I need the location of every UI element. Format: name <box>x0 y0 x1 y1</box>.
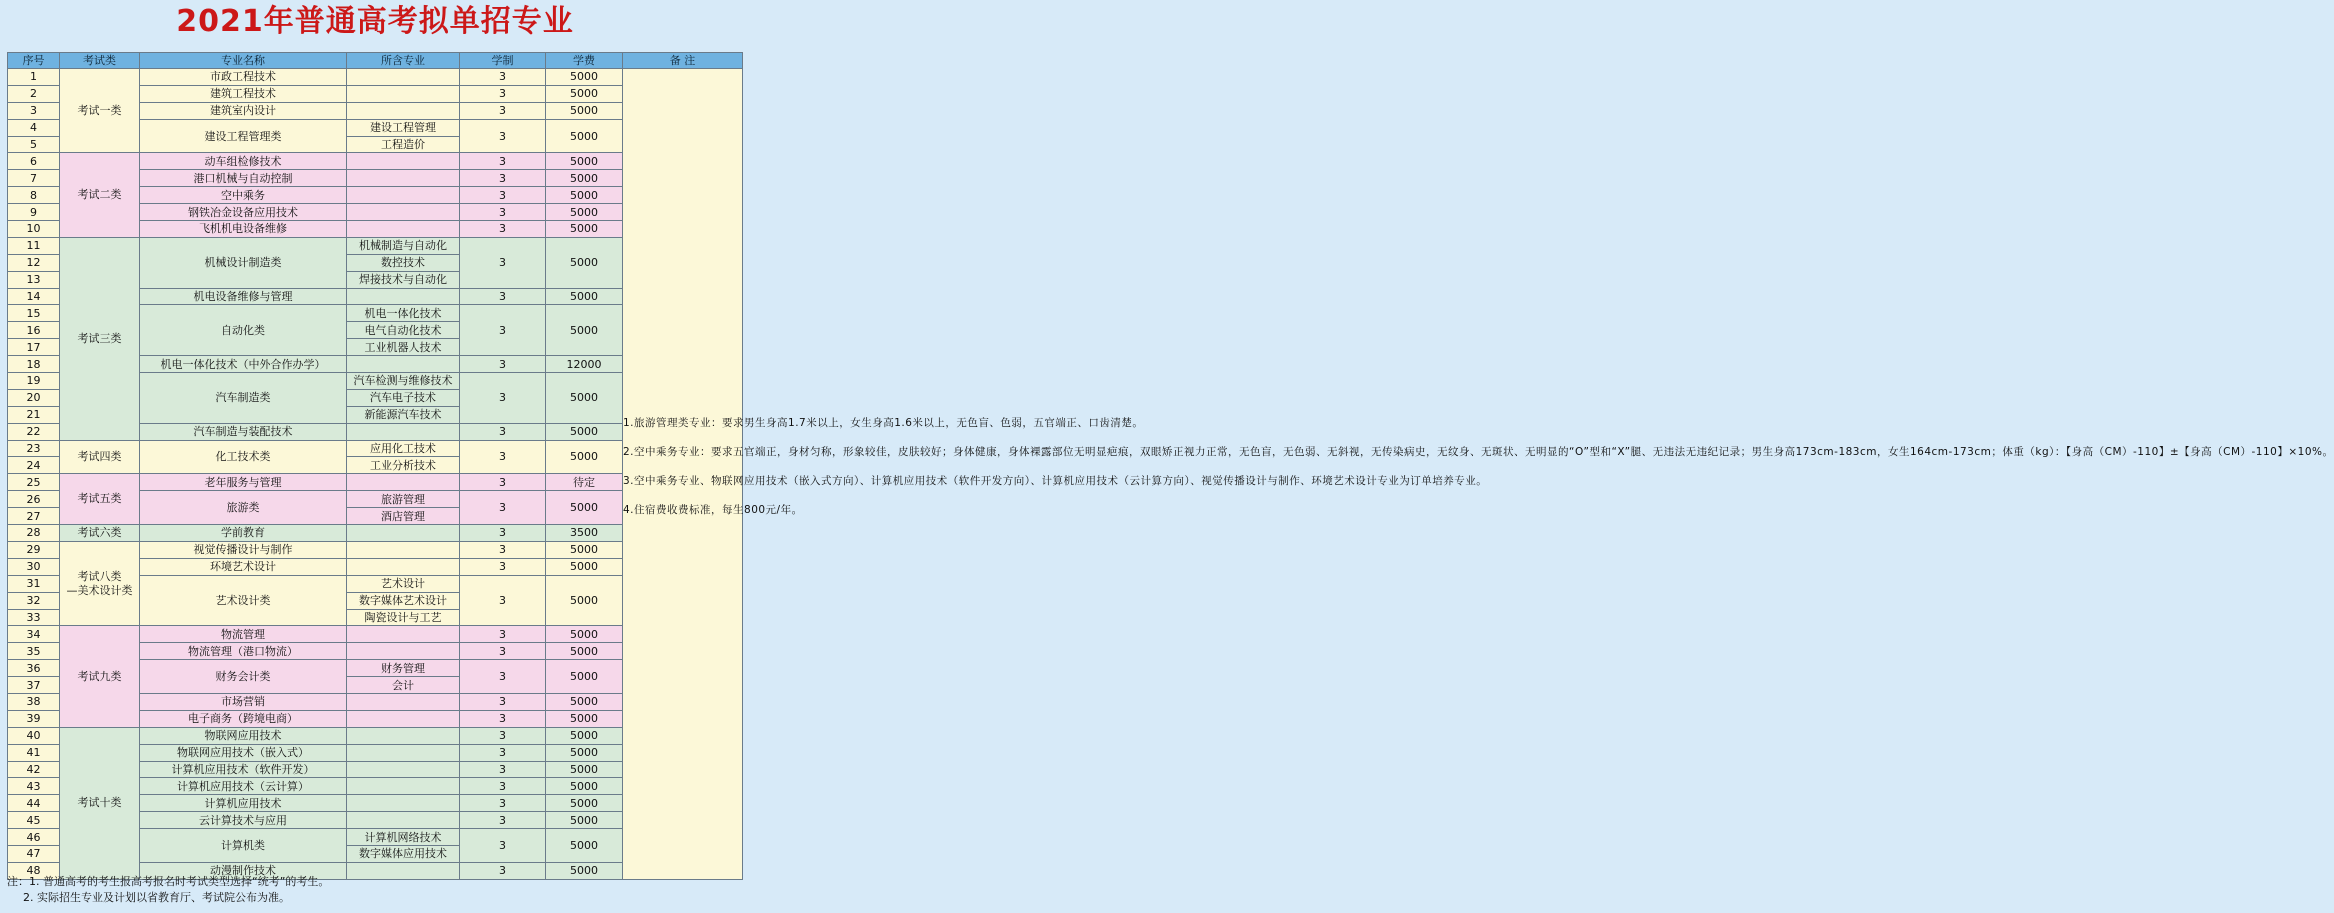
row-number: 31 <box>8 575 60 592</box>
fee-value: 5000 <box>546 204 623 221</box>
major-name: 计算机应用技术（云计算） <box>140 778 347 795</box>
row-number: 38 <box>8 693 60 710</box>
row-number: 3 <box>8 102 60 119</box>
years-value: 3 <box>460 829 546 863</box>
sub-major <box>347 204 460 221</box>
major-name: 物流管理 <box>140 626 347 643</box>
remarks-cell <box>623 69 2334 880</box>
sub-major <box>347 812 460 829</box>
fee-value: 5000 <box>546 778 623 795</box>
row-number: 45 <box>8 812 60 829</box>
years-value: 3 <box>460 812 546 829</box>
fee-value: 5000 <box>546 440 623 474</box>
exam-category <box>60 525 140 542</box>
fee-value: 待定 <box>546 474 623 491</box>
sub-major <box>347 558 460 575</box>
years-value: 3 <box>460 693 546 710</box>
sub-major <box>347 626 460 643</box>
years-value: 3 <box>460 119 546 153</box>
row-number: 18 <box>8 356 60 373</box>
fee-value: 5000 <box>546 85 623 102</box>
row-number: 42 <box>8 761 60 778</box>
row-number: 30 <box>8 558 60 575</box>
row-number: 14 <box>8 288 60 305</box>
years-value: 3 <box>460 761 546 778</box>
sub-major <box>347 153 460 170</box>
sub-major <box>347 727 460 744</box>
sub-major <box>347 474 460 491</box>
fee-value: 5000 <box>546 221 623 238</box>
fee-value: 5000 <box>546 710 623 727</box>
row-number: 36 <box>8 660 60 677</box>
remark-paragraph: 3.空中乘务专业、物联网应用技术（嵌入式方向）、计算机应用技术（软件开发方向）、计算机应用技术（云计算方向）、视觉传播设计与制作、环境艺术设计专业为订单培养专业。 <box>623 474 1488 487</box>
fee-value: 5000 <box>546 727 623 744</box>
footer-notes <box>7 874 742 906</box>
header-sub-majors: 所含专业 <box>347 53 460 69</box>
sub-major <box>347 187 460 204</box>
exam-category <box>60 474 140 525</box>
years-value: 3 <box>460 626 546 643</box>
years-value: 3 <box>460 221 546 238</box>
sub-major: 旅游管理 <box>347 491 460 508</box>
years-value: 3 <box>460 237 546 288</box>
fee-value: 5000 <box>546 829 623 863</box>
exam-category <box>60 727 140 879</box>
row-number: 33 <box>8 609 60 626</box>
header-major: 专业名称 <box>140 53 347 69</box>
row-number: 13 <box>8 271 60 288</box>
exam-category-label: 考试五类 <box>77 492 122 506</box>
row-number: 20 <box>8 389 60 406</box>
fee-value: 5000 <box>546 744 623 761</box>
fee-value: 3500 <box>546 525 623 542</box>
sub-major <box>347 525 460 542</box>
row-number: 48 <box>8 862 60 879</box>
major-name: 电子商务（跨境电商） <box>140 710 347 727</box>
years-value: 3 <box>460 660 546 694</box>
major-name: 环境艺术设计 <box>140 558 347 575</box>
admissions-table <box>7 52 2334 880</box>
sub-major: 应用化工技术 <box>347 440 460 457</box>
row-number: 8 <box>8 187 60 204</box>
fee-value: 5000 <box>546 812 623 829</box>
sub-major: 建设工程管理 <box>347 119 460 136</box>
header-no: 序号 <box>8 53 60 69</box>
fee-value: 5000 <box>546 626 623 643</box>
fee-value: 5000 <box>546 575 623 626</box>
major-name: 计算机类 <box>140 829 347 863</box>
major-name: 自动化类 <box>140 305 347 356</box>
row-number: 43 <box>8 778 60 795</box>
sub-major <box>347 170 460 187</box>
sub-major: 工程造价 <box>347 136 460 153</box>
years-value: 3 <box>460 643 546 660</box>
header-row <box>8 53 743 69</box>
exam-category-label: 考试十类 <box>77 796 122 810</box>
sub-major <box>347 69 460 86</box>
fee-value: 5000 <box>546 69 623 86</box>
fee-value: 12000 <box>546 356 623 373</box>
row-number: 44 <box>8 795 60 812</box>
sub-major <box>347 643 460 660</box>
major-name: 物联网应用技术 <box>140 727 347 744</box>
fee-value: 5000 <box>546 153 623 170</box>
header-notes: 备 注 <box>623 53 743 69</box>
years-value: 3 <box>460 187 546 204</box>
years-value: 3 <box>460 744 546 761</box>
row-number: 40 <box>8 727 60 744</box>
major-name: 市场营销 <box>140 693 347 710</box>
years-value: 3 <box>460 727 546 744</box>
years-value: 3 <box>460 170 546 187</box>
years-value: 3 <box>460 474 546 491</box>
row-number: 17 <box>8 339 60 356</box>
major-name: 视觉传播设计与制作 <box>140 541 347 558</box>
sub-major: 酒店管理 <box>347 508 460 525</box>
row-number: 21 <box>8 406 60 423</box>
sub-major: 艺术设计 <box>347 575 460 592</box>
major-name: 旅游类 <box>140 491 347 525</box>
sub-major <box>347 693 460 710</box>
row-number: 34 <box>8 626 60 643</box>
sub-major <box>347 221 460 238</box>
major-name: 机械设计制造类 <box>140 237 347 288</box>
sub-major: 汽车检测与维修技术 <box>347 373 460 390</box>
row-number: 41 <box>8 744 60 761</box>
years-value: 3 <box>460 85 546 102</box>
row-number: 26 <box>8 491 60 508</box>
fee-value: 5000 <box>546 119 623 153</box>
major-name: 空中乘务 <box>140 187 347 204</box>
years-value: 3 <box>460 356 546 373</box>
sub-major: 机电一体化技术 <box>347 305 460 322</box>
fee-value: 5000 <box>546 373 623 424</box>
major-name: 物流管理（港口物流） <box>140 643 347 660</box>
years-value: 3 <box>460 423 546 440</box>
sub-major: 工业机器人技术 <box>347 339 460 356</box>
sub-major: 数字媒体艺术设计 <box>347 592 460 609</box>
major-name: 财务会计类 <box>140 660 347 694</box>
remark-paragraph: 1.旅游管理类专业：要求男生身高1.7米以上，女生身高1.6米以上，无色盲、色弱，五官端正、口齿清楚。 <box>623 416 1144 429</box>
years-value: 3 <box>460 778 546 795</box>
fee-value: 5000 <box>546 862 623 879</box>
page-title: 2021年普通高考拟单招专业 <box>176 4 574 39</box>
row-number: 47 <box>8 845 60 862</box>
major-name: 汽车制造与装配技术 <box>140 423 347 440</box>
row-number: 32 <box>8 592 60 609</box>
major-name: 动漫制作技术 <box>140 862 347 879</box>
row-number: 46 <box>8 829 60 846</box>
sub-major <box>347 761 460 778</box>
exam-category <box>60 153 140 237</box>
row-number: 37 <box>8 677 60 694</box>
row-number: 6 <box>8 153 60 170</box>
row-number: 12 <box>8 254 60 271</box>
header-years: 学制 <box>460 53 546 69</box>
fee-value: 5000 <box>546 795 623 812</box>
years-value: 3 <box>460 491 546 525</box>
row-number: 23 <box>8 440 60 457</box>
fee-value: 5000 <box>546 761 623 778</box>
years-value: 3 <box>460 558 546 575</box>
major-name: 钢铁冶金设备应用技术 <box>140 204 347 221</box>
exam-category <box>60 626 140 727</box>
sub-major: 工业分析技术 <box>347 457 460 474</box>
fee-value: 5000 <box>546 305 623 356</box>
years-value: 3 <box>460 204 546 221</box>
fee-value: 5000 <box>546 237 623 288</box>
sub-major <box>347 778 460 795</box>
years-value: 3 <box>460 373 546 424</box>
major-name: 艺术设计类 <box>140 575 347 626</box>
fee-value: 5000 <box>546 558 623 575</box>
sub-major <box>347 795 460 812</box>
sub-major <box>347 85 460 102</box>
exam-category <box>60 237 140 440</box>
exam-category-label: 考试八类 —美术设计类 <box>66 569 133 597</box>
years-value: 3 <box>460 541 546 558</box>
years-value: 3 <box>460 69 546 86</box>
sub-major <box>347 356 460 373</box>
row-number: 27 <box>8 508 60 525</box>
major-name: 云计算技术与应用 <box>140 812 347 829</box>
sub-major <box>347 744 460 761</box>
fee-value: 5000 <box>546 187 623 204</box>
sub-major: 陶瓷设计与工艺 <box>347 609 460 626</box>
sub-major: 汽车电子技术 <box>347 389 460 406</box>
fee-value: 5000 <box>546 541 623 558</box>
table-row <box>8 69 743 86</box>
fee-value: 5000 <box>546 170 623 187</box>
sub-major <box>347 102 460 119</box>
row-number: 5 <box>8 136 60 153</box>
major-name: 飞机机电设备维修 <box>140 221 347 238</box>
exam-category-label: 考试四类 <box>77 449 122 463</box>
row-number: 28 <box>8 525 60 542</box>
years-value: 3 <box>460 710 546 727</box>
row-number: 10 <box>8 221 60 238</box>
sub-major <box>347 710 460 727</box>
header-fee: 学费 <box>546 53 623 69</box>
major-name: 老年服务与管理 <box>140 474 347 491</box>
row-number: 2 <box>8 85 60 102</box>
fee-value: 5000 <box>546 423 623 440</box>
major-name: 建设工程管理类 <box>140 119 347 153</box>
major-name: 市政工程技术 <box>140 69 347 86</box>
major-name: 计算机应用技术（软件开发） <box>140 761 347 778</box>
row-number: 4 <box>8 119 60 136</box>
row-number: 11 <box>8 237 60 254</box>
fee-value: 5000 <box>546 643 623 660</box>
years-value: 3 <box>460 102 546 119</box>
years-value: 3 <box>460 862 546 879</box>
major-name: 物联网应用技术（嵌入式） <box>140 744 347 761</box>
sub-major: 新能源汽车技术 <box>347 406 460 423</box>
footer-line-1: 注：1. 普通高考的考生报高考报名时考试类型选择“统考”的考生。 <box>7 875 330 888</box>
row-number: 35 <box>8 643 60 660</box>
row-number: 7 <box>8 170 60 187</box>
major-name: 汽车制造类 <box>140 373 347 424</box>
exam-category-label: 考试二类 <box>77 188 122 202</box>
row-number: 24 <box>8 457 60 474</box>
sub-major <box>347 423 460 440</box>
major-name: 机电一体化技术（中外合作办学） <box>140 356 347 373</box>
row-number: 9 <box>8 204 60 221</box>
years-value: 3 <box>460 575 546 626</box>
major-name: 学前教育 <box>140 525 347 542</box>
row-number: 19 <box>8 373 60 390</box>
remark-paragraph: 4.住宿费收费标准，每生800元/年。 <box>623 503 803 516</box>
sub-major: 数字媒体应用技术 <box>347 845 460 862</box>
exam-category-label: 考试三类 <box>77 331 122 345</box>
major-name: 机电设备维修与管理 <box>140 288 347 305</box>
fee-value: 5000 <box>546 491 623 525</box>
row-number: 1 <box>8 69 60 86</box>
major-name: 建筑室内设计 <box>140 102 347 119</box>
major-name: 港口机械与自动控制 <box>140 170 347 187</box>
years-value: 3 <box>460 305 546 356</box>
sub-major: 机械制造与自动化 <box>347 237 460 254</box>
exam-category <box>60 69 140 153</box>
exam-category-label: 考试一类 <box>77 103 122 117</box>
row-number: 29 <box>8 541 60 558</box>
row-number: 15 <box>8 305 60 322</box>
major-name: 化工技术类 <box>140 440 347 474</box>
major-name: 建筑工程技术 <box>140 85 347 102</box>
row-number: 39 <box>8 710 60 727</box>
sub-major: 电气自动化技术 <box>347 322 460 339</box>
fee-value: 5000 <box>546 693 623 710</box>
sub-major <box>347 541 460 558</box>
exam-category <box>60 440 140 474</box>
sub-major: 焊接技术与自动化 <box>347 271 460 288</box>
remark-paragraph: 2.空中乘务专业：要求五官端正，身材匀称，形象较佳，皮肤较好；身体健康，身体裸露部位无明显疤痕，双眼矫正视力正常，无色盲，无色弱、无斜视，无传染病史，无纹身、无斑状、无明显的“O”型和“X”腿、无违法无违纪记录；男生身高173cm-183cm，女生164cm-173cm；体重（kg）：【身高（CM）-110】±【身高（CM）-110】×10%。 <box>623 445 2334 458</box>
fee-value: 5000 <box>546 102 623 119</box>
sub-major: 计算机网络技术 <box>347 829 460 846</box>
exam-category <box>60 541 140 625</box>
header-category: 考试类 <box>60 53 140 69</box>
exam-category-label: 考试六类 <box>77 525 122 539</box>
fee-value: 5000 <box>546 660 623 694</box>
footer-line-2: 2. 实际招生专业及计划以省教育厅、考试院公布为准。 <box>23 891 290 904</box>
years-value: 3 <box>460 288 546 305</box>
row-number: 16 <box>8 322 60 339</box>
sub-major: 财务管理 <box>347 660 460 677</box>
row-number: 22 <box>8 423 60 440</box>
sub-major: 数控技术 <box>347 254 460 271</box>
years-value: 3 <box>460 153 546 170</box>
row-number: 25 <box>8 474 60 491</box>
major-name: 动车组检修技术 <box>140 153 347 170</box>
years-value: 3 <box>460 525 546 542</box>
years-value: 3 <box>460 440 546 474</box>
exam-category-label: 考试九类 <box>77 669 122 683</box>
sub-major <box>347 288 460 305</box>
major-name: 计算机应用技术 <box>140 795 347 812</box>
fee-value: 5000 <box>546 288 623 305</box>
sub-major: 会计 <box>347 677 460 694</box>
years-value: 3 <box>460 795 546 812</box>
